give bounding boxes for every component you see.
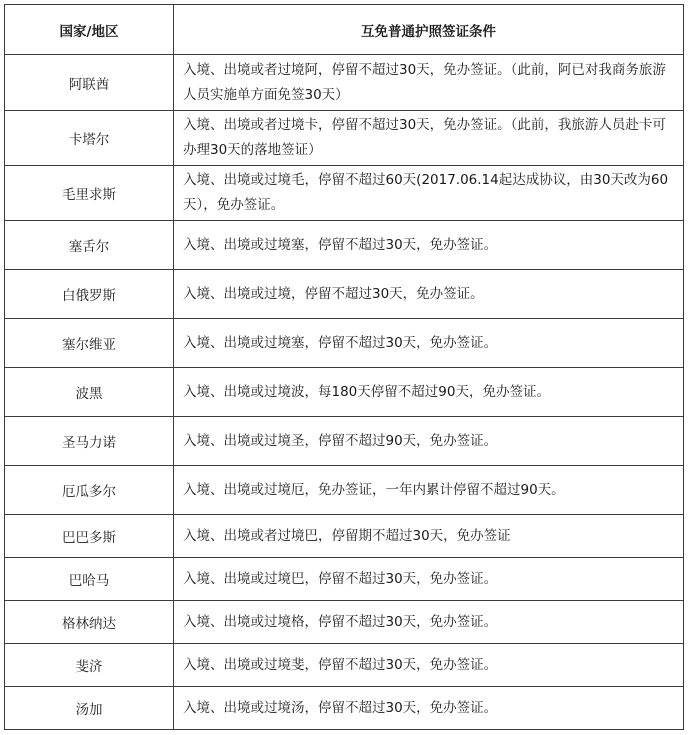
condition-cell: 入境、出境或过境巴，停留不超过30天，免办签证。 xyxy=(174,558,684,601)
table-row xyxy=(5,644,684,687)
country-cell: 塞尔维亚 xyxy=(5,319,174,368)
condition-cell: 入境、出境或过境毛，停留不超过60天(2017.06.14起达成协议，由30天改为60天），免办签证。 xyxy=(174,166,684,221)
condition-cell: 入境、出境或过境格，停留不超过30天，免办签证。 xyxy=(174,601,684,644)
table-row xyxy=(5,466,684,515)
country-cell: 巴哈马 xyxy=(5,558,174,601)
visa-exemption-table xyxy=(4,4,684,730)
country-cell: 阿联酋 xyxy=(5,55,174,111)
country-cell: 格林纳达 xyxy=(5,601,174,644)
table-header-row xyxy=(5,5,684,55)
condition-cell: 入境、出境或者过境阿，停留不超过30天，免办签证。（此前，阿已对我商务旅游人员实施单方面免签30天） xyxy=(174,55,684,111)
condition-cell: 入境、出境或过境塞，停留不超过30天，免办签证。 xyxy=(174,319,684,368)
country-cell: 塞舌尔 xyxy=(5,221,174,270)
country-cell: 厄瓜多尔 xyxy=(5,466,174,515)
header-condition: 互免普通护照签证条件 xyxy=(174,5,684,55)
table-row xyxy=(5,166,684,221)
condition-cell: 入境、出境或过境塞，停留不超过30天，免办签证。 xyxy=(174,221,684,270)
country-cell: 巴巴多斯 xyxy=(5,515,174,558)
country-cell: 斐济 xyxy=(5,644,174,687)
condition-cell: 入境、出境或过境厄，免办签证，一年内累计停留不超过90天。 xyxy=(174,466,684,515)
country-cell: 圣马力诺 xyxy=(5,417,174,466)
table-row xyxy=(5,270,684,319)
table-row xyxy=(5,515,684,558)
table-row xyxy=(5,55,684,111)
country-cell: 毛里求斯 xyxy=(5,166,174,221)
table-row xyxy=(5,558,684,601)
condition-cell: 入境、出境或过境汤，停留不超过30天，免办签证。 xyxy=(174,687,684,730)
condition-cell: 入境、出境或者过境巴，停留期不超过30天，免办签证 xyxy=(174,515,684,558)
table-row xyxy=(5,221,684,270)
condition-cell: 入境、出境或过境，停留不超过30天，免办签证。 xyxy=(174,270,684,319)
condition-cell: 入境、出境或过境斐，停留不超过30天，免办签证。 xyxy=(174,644,684,687)
header-country: 国家/地区 xyxy=(5,5,174,55)
table-row xyxy=(5,601,684,644)
table-row xyxy=(5,111,684,166)
country-cell: 波黑 xyxy=(5,368,174,417)
table-row xyxy=(5,319,684,368)
condition-cell: 入境、出境或过境圣，停留不超过90天，免办签证。 xyxy=(174,417,684,466)
table-row xyxy=(5,417,684,466)
country-cell: 汤加 xyxy=(5,687,174,730)
country-cell: 白俄罗斯 xyxy=(5,270,174,319)
country-cell: 卡塔尔 xyxy=(5,111,174,166)
condition-cell: 入境、出境或过境波，每180天停留不超过90天，免办签证。 xyxy=(174,368,684,417)
table-row xyxy=(5,687,684,730)
table-row xyxy=(5,368,684,417)
condition-cell: 入境、出境或者过境卡，停留不超过30天，免办签证。（此前，我旅游人员赴卡可办理30天的落地签证） xyxy=(174,111,684,166)
